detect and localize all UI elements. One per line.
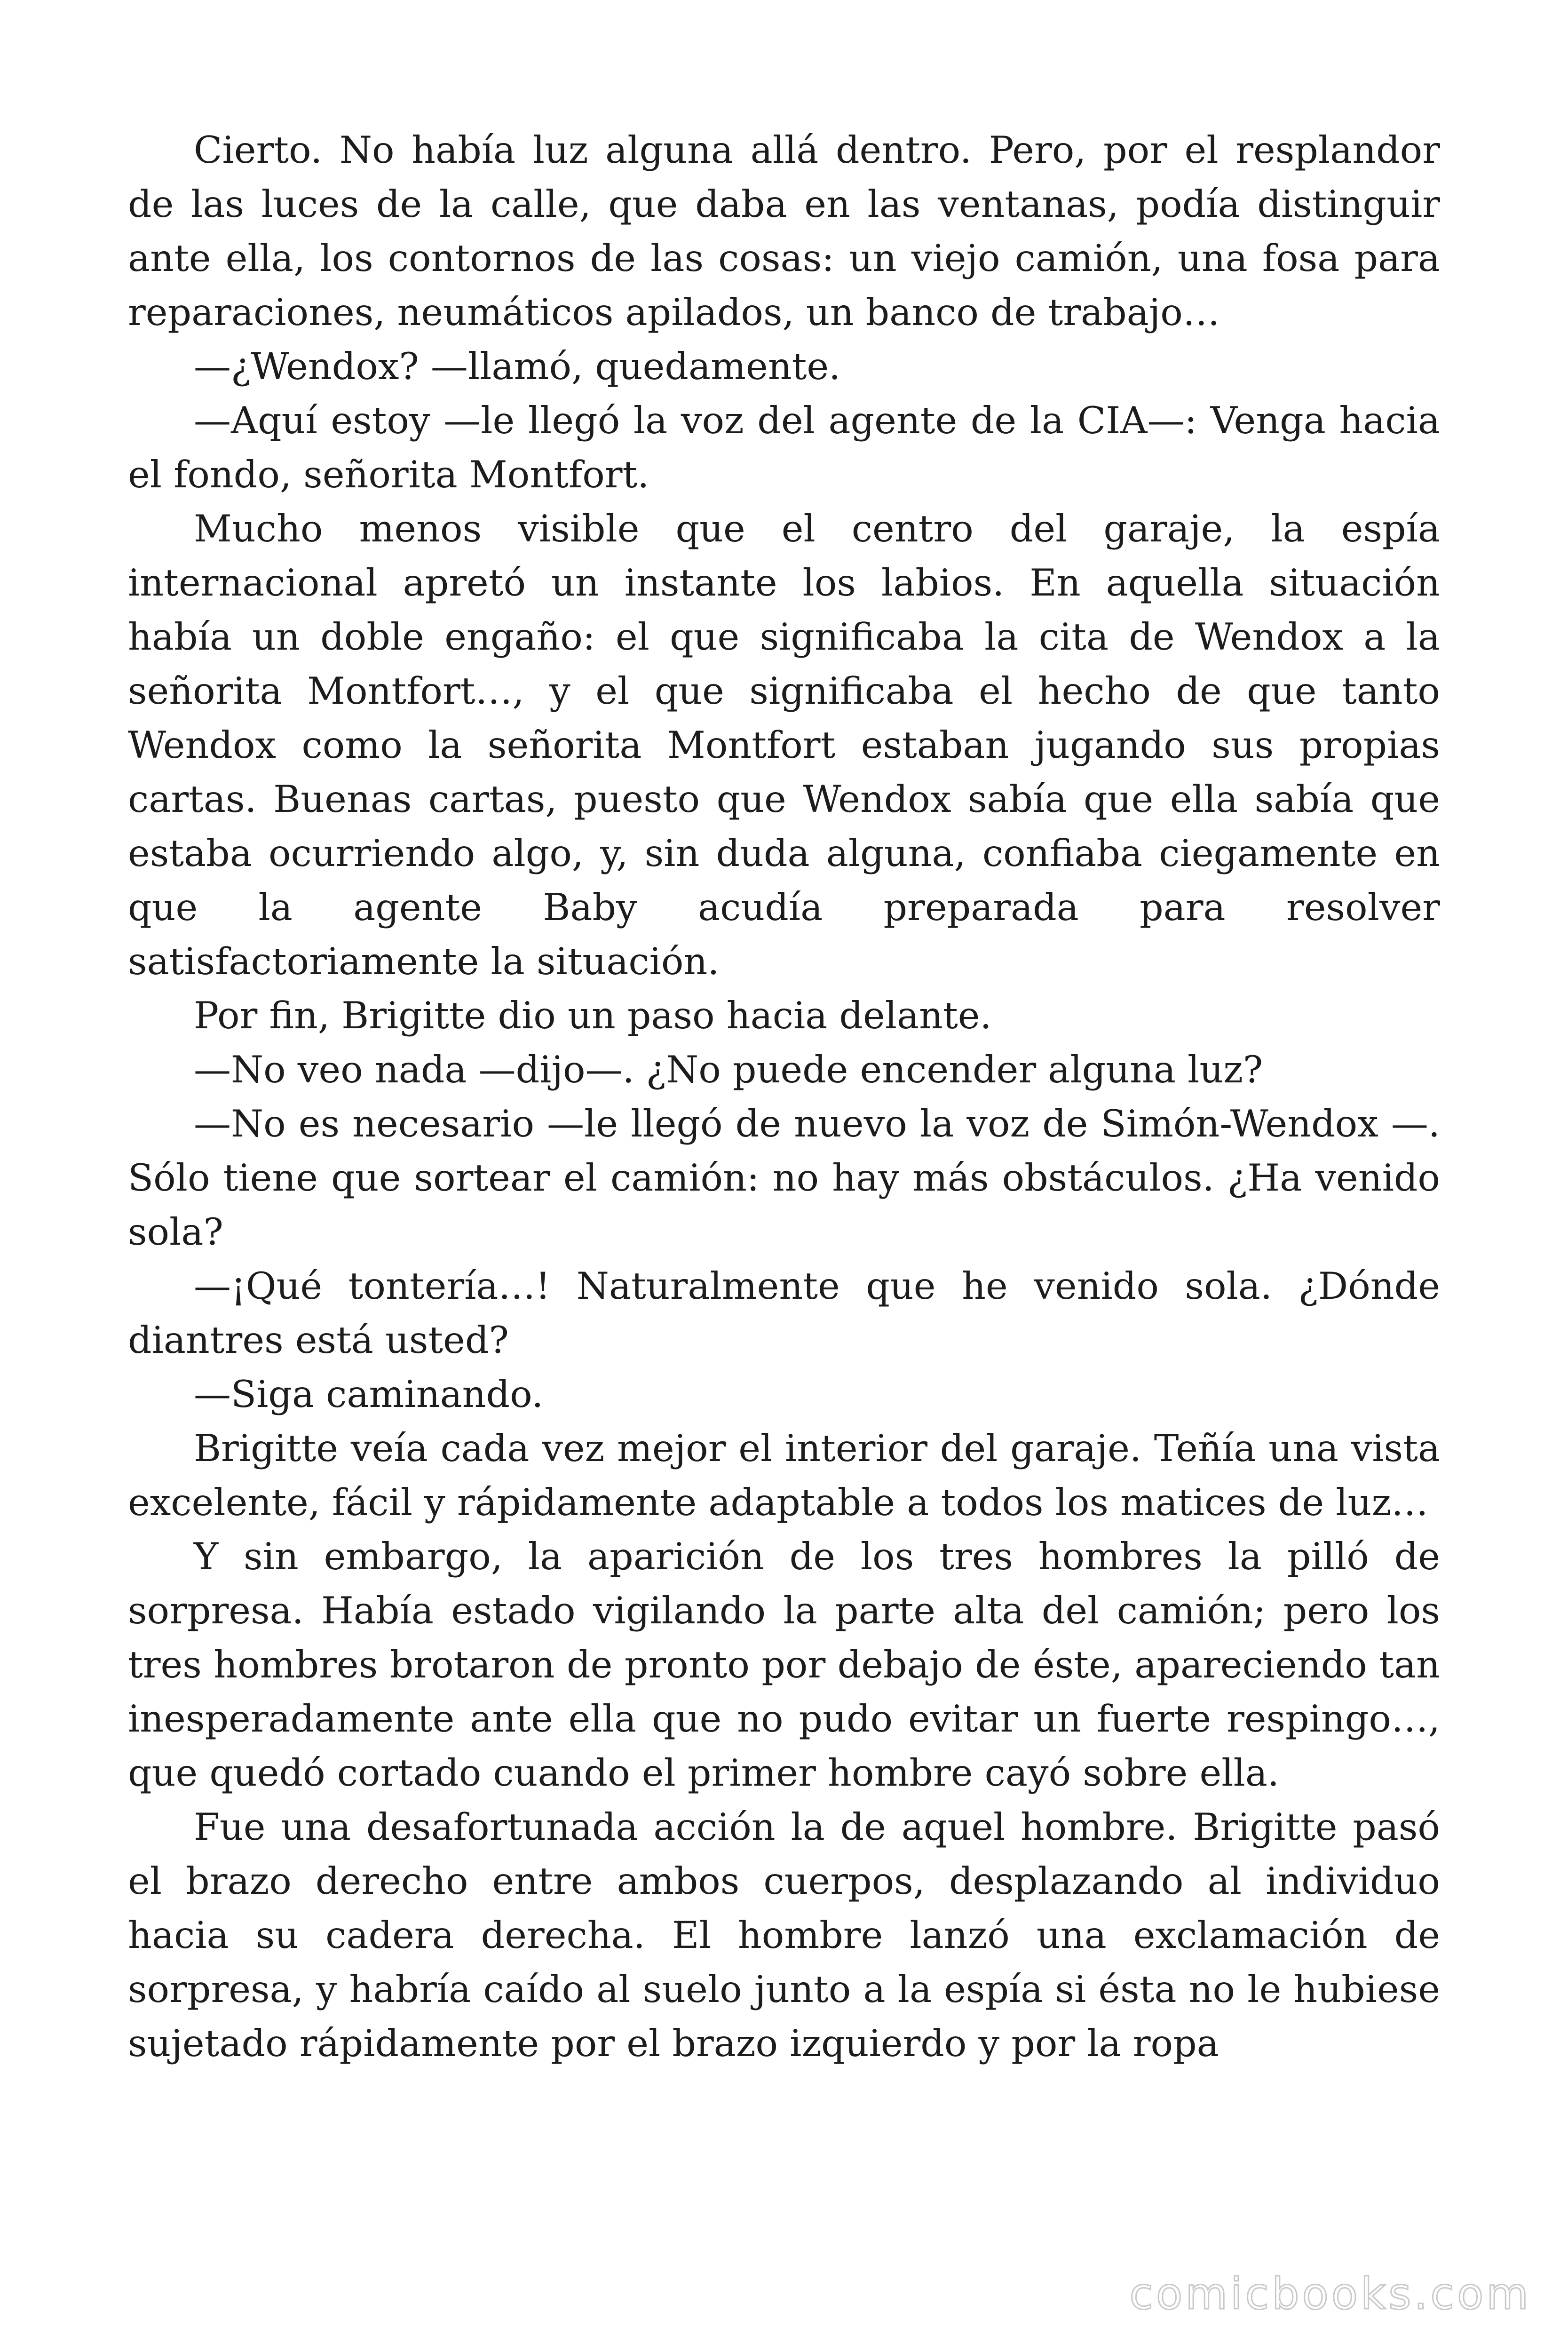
paragraph: —No es necesario —le llegó de nuevo la voz de Simón-Wendox —. Sólo tiene que sortear el camión: no hay más obstáculos. ¿Ha venido sola? bbox=[128, 1102, 1440, 1254]
watermark: comicbooks.com bbox=[1129, 2269, 1531, 2319]
paragraph: Mucho menos visible que el centro del garaje, la espía internacional apretó un instante los labios. En aquella situación había un doble engaño: el que significaba la cita de Wendox a la señorita Montfort…, y el que significaba el hecho de que tanto Wendox como la señorita Montfort estaban jugando sus propias cartas. Buenas cartas, puesto que Wendox sabía que ella sabía que estaba ocurriendo algo, y, sin duda alguna, confiaba ciegamente en que la agente Baby acudía preparada para resolver satisfactoriamente la situación. bbox=[128, 507, 1440, 983]
paragraph: Fue una desafortunada acción la de aquel hombre. Brigitte pasó el brazo derecho entre ambos cuerpos, desplazando al individuo hacia su cadera derecha. El hombre lanzó una exclamación de sorpresa, y habría caído al suelo junto a la espía si ésta no le hubiese sujetado rápidamente por el brazo izquierdo y por la ropa bbox=[128, 1805, 1440, 2065]
paragraph: —Aquí estoy —le llegó la voz del agente de la CIA—: Venga hacia el fondo, señorita Montfort. bbox=[128, 399, 1440, 496]
paragraph: —¡Qué tontería…! Naturalmente que he venido sola. ¿Dónde diantres está usted? bbox=[128, 1264, 1440, 1362]
paragraph: —No veo nada —dijo—. ¿No puede encender alguna luz? bbox=[194, 1048, 1263, 1091]
paragraph: Y sin embargo, la aparición de los tres hombres la pilló de sorpresa. Había estado vigilando la parte alta del camión; pero los tres hombres brotaron de pronto por debajo de éste, apareciendo tan inesperadamente ante ella que no pudo evitar un fuerte respingo…, que quedó cortado cuando el primer hombre cayó sobre ella. bbox=[128, 1535, 1440, 1795]
paragraph: Cierto. No había luz alguna allá dentro. Pero, por el resplandor de las luces de la calle, que daba en las ventanas, podía distinguir ante ella, los contornos de las cosas: un viejo camión, una fosa para reparaciones, neumáticos apilados, un banco de trabajo… bbox=[128, 128, 1440, 334]
paragraph: —Siga caminando. bbox=[194, 1373, 544, 1416]
body-text bbox=[128, 123, 1440, 2071]
paragraph: Brigitte veía cada vez mejor el interior del garaje. Teñía una vista excelente, fácil y rápidamente adaptable a todos los matices de luz… bbox=[128, 1427, 1440, 1524]
paragraph: —¿Wendox? —llamó, quedamente. bbox=[194, 345, 841, 388]
paragraph: Por fin, Brigitte dio un paso hacia delante. bbox=[194, 994, 992, 1037]
